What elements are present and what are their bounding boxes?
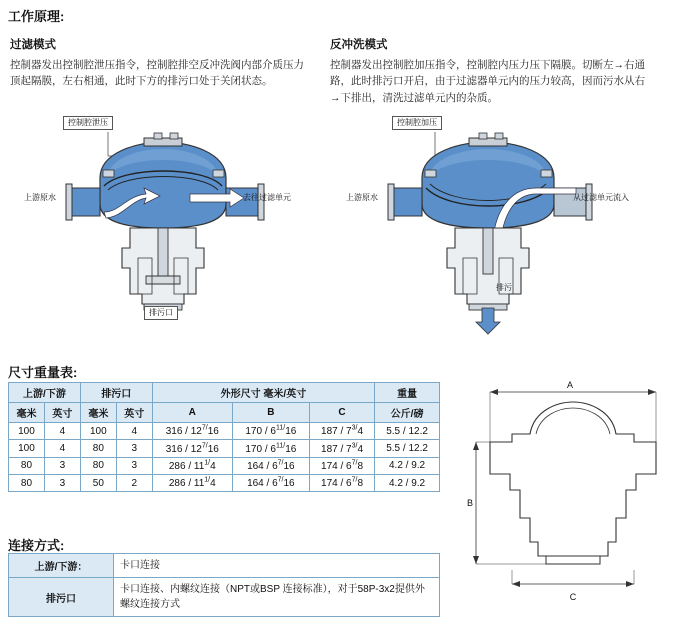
callout-filter-drain: 排污口 bbox=[144, 306, 178, 320]
header-dim-b: B bbox=[232, 403, 309, 423]
label-backwash-inlet: 上游原水 bbox=[346, 193, 378, 202]
row-drain-inch: 2 bbox=[116, 474, 152, 491]
row-dim-a: $316 / 12^{7/}16$ bbox=[152, 440, 232, 457]
header-weight: 重量 bbox=[375, 383, 440, 403]
row-drain-inch: 3 bbox=[116, 440, 152, 457]
row-up-inch: 3 bbox=[44, 457, 80, 474]
row-weight: 4.2 / 9.2 bbox=[375, 474, 440, 491]
conn-value-upstream: 卡口连接 bbox=[114, 554, 440, 578]
row-up-mm: 100 bbox=[9, 423, 45, 440]
filter-valve-drawing bbox=[8, 108, 328, 338]
header-drain-port: 排污口 bbox=[80, 383, 152, 403]
label-backwash-drain: 排污 bbox=[496, 283, 512, 292]
dim-label-a: A bbox=[566, 380, 574, 390]
row-up-mm: 80 bbox=[9, 474, 45, 491]
connection-table bbox=[8, 553, 440, 617]
mode-filter-description: 控制器发出控制腔泄压指令，控制腔排空反冲洗阀内部介质压力顶起隔膜，左右相通，此时下方的排污口处于关闭状态。 bbox=[10, 59, 304, 88]
mode-backwash-block bbox=[330, 36, 650, 106]
table-row bbox=[9, 457, 440, 474]
label-filter-outlet: 去往过滤单元 bbox=[243, 193, 291, 202]
mode-backwash-title: 反冲洗模式 bbox=[330, 39, 388, 51]
row-dim-c: $187 / 7^{3/}4$ bbox=[309, 440, 374, 457]
row-dim-a: $316 / 12^{7/}16$ bbox=[152, 423, 232, 440]
table-row bbox=[9, 440, 440, 457]
row-dim-a: $286 / 11^{1/}4$ bbox=[152, 457, 232, 474]
working-principle-title: 工作原理: bbox=[8, 9, 65, 24]
header-upstream-downstream: 上游/下游 bbox=[9, 383, 81, 403]
backwash-valve-drawing bbox=[330, 108, 660, 338]
row-up-inch: 3 bbox=[44, 474, 80, 491]
row-up-mm: 80 bbox=[9, 457, 45, 474]
table-row bbox=[9, 423, 440, 440]
row-dim-b: $170 / 6^{11/}16$ bbox=[232, 423, 309, 440]
row-dim-b: $164 / 6^{7/}16$ bbox=[232, 457, 309, 474]
size-weight-title: 尺寸重量表: bbox=[8, 365, 78, 380]
header-weight-units: 公斤/磅 bbox=[375, 403, 440, 423]
row-up-mm: 100 bbox=[9, 440, 45, 457]
row-weight: 5.5 / 12.2 bbox=[375, 440, 440, 457]
dimension-drawing bbox=[460, 378, 674, 608]
table-header-row-2 bbox=[9, 403, 440, 423]
row-drain-mm: 50 bbox=[80, 474, 116, 491]
table-row bbox=[9, 578, 440, 617]
row-dim-a: $286 / 11^{1/}4$ bbox=[152, 474, 232, 491]
header-dimensions: 外形尺寸 毫米/英寸 bbox=[152, 383, 374, 403]
header-dim-a: A bbox=[152, 403, 232, 423]
row-weight: 5.5 / 12.2 bbox=[375, 423, 440, 440]
row-drain-inch: 3 bbox=[116, 457, 152, 474]
row-drain-inch: 4 bbox=[116, 423, 152, 440]
table-row bbox=[9, 554, 440, 578]
conn-value-drain: 卡口连接、内螺纹连接（NPT或BSP 连接标准），对于58P-3x2提供外螺纹连接方式 bbox=[114, 578, 440, 617]
mode-filter-block bbox=[10, 36, 310, 90]
backwash-mode-diagram bbox=[330, 108, 660, 338]
row-dim-b: $170 / 6^{11/}16$ bbox=[232, 440, 309, 457]
label-filter-inlet: 上游原水 bbox=[24, 193, 56, 202]
conn-label-drain: 排污口 bbox=[9, 578, 114, 617]
valve-dimension-outline bbox=[460, 378, 674, 608]
table-header-row-1 bbox=[9, 383, 440, 403]
mode-filter-title: 过滤模式 bbox=[10, 39, 56, 51]
dim-label-c: C bbox=[569, 592, 577, 602]
size-weight-table bbox=[8, 382, 440, 492]
header-drain-inch: 英寸 bbox=[116, 403, 152, 423]
table-row bbox=[9, 474, 440, 491]
row-drain-mm: 100 bbox=[80, 423, 116, 440]
conn-label-upstream: 上游/下游： bbox=[9, 554, 114, 578]
callout-control-chamber-release: 控制腔泄压 bbox=[63, 116, 113, 130]
row-dim-c: $187 / 7^{3/}4$ bbox=[309, 423, 374, 440]
row-dim-b: $164 / 6^{7/}16$ bbox=[232, 474, 309, 491]
row-drain-mm: 80 bbox=[80, 440, 116, 457]
header-drain-mm: 毫米 bbox=[80, 403, 116, 423]
header-dim-c: C bbox=[309, 403, 374, 423]
mode-backwash-description: 控制器发出控制腔加压指令，控制腔内压力压下隔膜。切断左→右通路，此时排污口开启，由于过滤器单元内的压力较高，因而污水从右→下排出，清洗过滤单元内的杂质。 bbox=[330, 59, 645, 104]
dim-label-b: B bbox=[466, 498, 474, 508]
header-up-mm: 毫米 bbox=[9, 403, 45, 423]
row-drain-mm: 80 bbox=[80, 457, 116, 474]
connection-title: 连接方式: bbox=[8, 538, 65, 553]
row-dim-c: $174 / 6^{7/}8$ bbox=[309, 474, 374, 491]
row-up-inch: 4 bbox=[44, 440, 80, 457]
row-weight: 4.2 / 9.2 bbox=[375, 457, 440, 474]
row-dim-c: $174 / 6^{7/}8$ bbox=[309, 457, 374, 474]
header-up-inch: 英寸 bbox=[44, 403, 80, 423]
callout-control-chamber-pressurize: 控制腔加压 bbox=[392, 116, 442, 130]
row-up-inch: 4 bbox=[44, 423, 80, 440]
label-backwash-outlet: 从过滤单元流入 bbox=[573, 193, 629, 202]
filter-mode-diagram bbox=[8, 108, 328, 338]
